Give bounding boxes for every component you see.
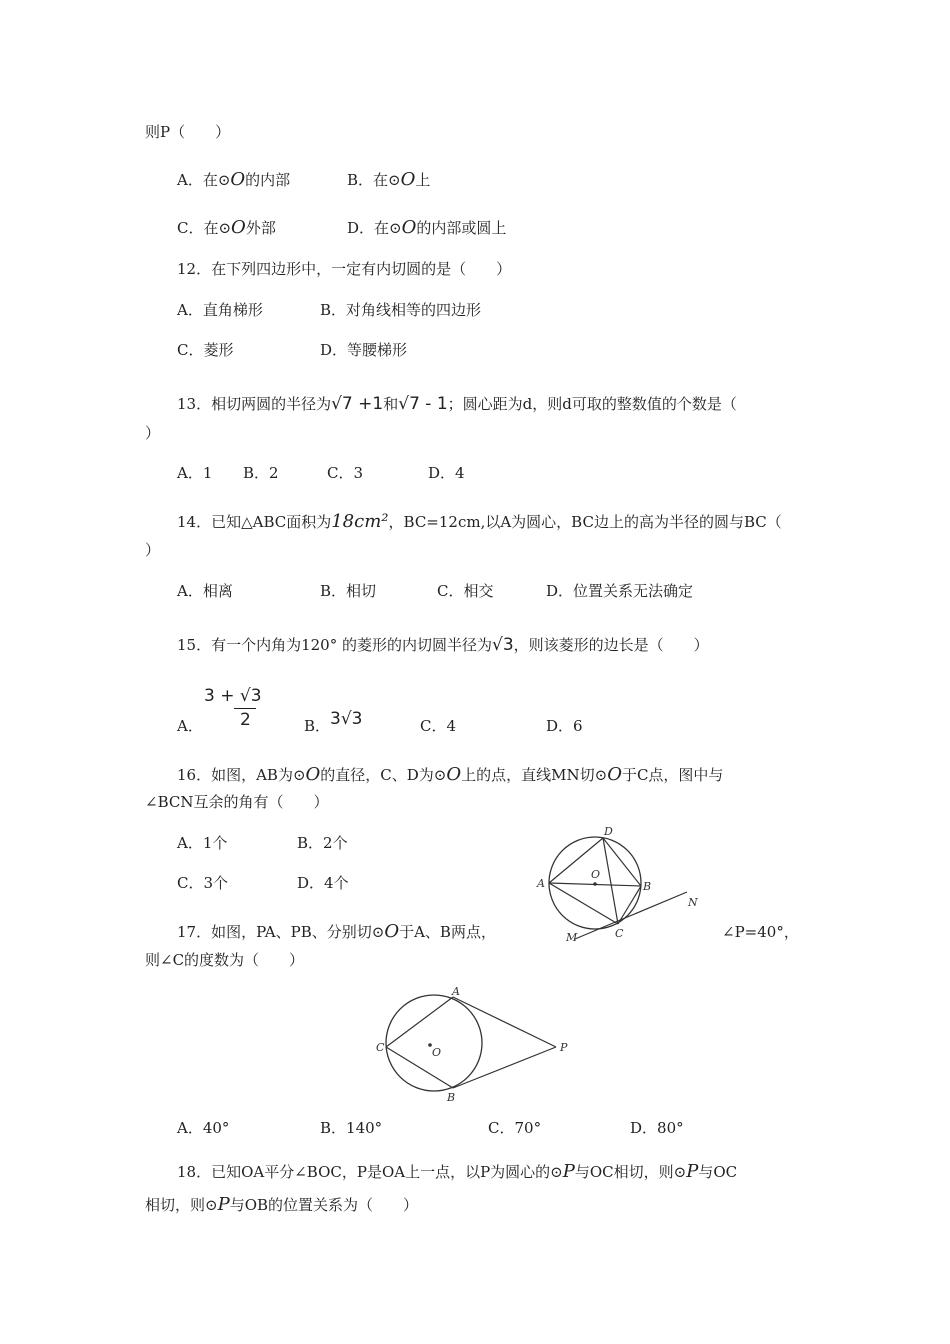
q13-option-a: A．1 (177, 464, 213, 482)
q16-option-d: D．4个 (297, 874, 349, 892)
q12-stem: 12．在下列四边形中，一定有内切圆的是（ ） (177, 260, 512, 278)
q11-option-b: B．在⊙O上 (347, 169, 431, 190)
q11-option-d: D．在⊙O的内部或圆上 (347, 217, 507, 238)
chord-bc (618, 886, 641, 924)
q12-option-c: C．菱形 (177, 341, 234, 359)
q15-option-c: C．4 (420, 717, 457, 735)
q13-option-d: D．4 (428, 464, 465, 482)
q14-stem: 14．已知△ABC面积为18cm²，BC=12cm,以A为圆心，BC边上的高为半径的圆与BC（ (177, 511, 782, 532)
label-o: O (591, 868, 601, 881)
q16-stem: 16．如图，AB为⊙O的直径，C、D为⊙O上的点，直线MN切⊙O于C点，图中与 (177, 764, 724, 785)
label-m: M (566, 931, 578, 944)
tangent-mn (575, 892, 687, 939)
q14-option-a: A．相离 (177, 582, 233, 600)
q15-stem: 15．有一个内角为120° 的菱形的内切圆半径为√3，则该菱形的边长是（ ） (177, 635, 709, 655)
q15-option-d: D．6 (546, 717, 583, 735)
label-n: N (688, 896, 698, 909)
q18-stem-line2: 相切，则⊙P与OB的位置关系为（ ） (145, 1194, 419, 1215)
circle-symbol: P (686, 1161, 699, 1182)
q18-stem: 18．已知OA平分∠BOC，P是OA上一点，以P为圆心的⊙P与OC相切，则⊙P与OC (177, 1161, 738, 1182)
q11-option-c: C．在⊙O外部 (177, 217, 276, 238)
q12-option-d: D．等腰梯形 (320, 341, 408, 359)
q15-option-a-denominator: 2 (240, 710, 251, 730)
fraction-bar (234, 708, 256, 709)
q17-option-d: D．80° (630, 1119, 684, 1137)
q11-option-a: A．在⊙O的内部 (177, 169, 291, 190)
label-c: C (615, 927, 624, 940)
q11-stem-tail: 则P（ ） (145, 123, 231, 141)
q16-stem-line2: ∠BCN互余的角有（ ） (145, 793, 329, 811)
tangent-pa (453, 997, 556, 1047)
label-p: P (560, 1041, 568, 1054)
label-b: B (447, 1091, 456, 1104)
chord-ac (549, 883, 618, 924)
q13-stem: 13．相切两圆的半径为√7 +1和√7 - 1；圆心距为d，则d可取的整数值的个数是（ (177, 394, 737, 414)
label-c: C (376, 1041, 385, 1054)
q17-stem-line2: 则∠C的度数为（ ） (145, 951, 305, 969)
circle-symbol: O (446, 764, 462, 785)
chord-cb (386, 1047, 453, 1088)
q17-stem: 17．如图，PA、PB、分别切⊙O于A、B两点， (177, 921, 496, 942)
q14-option-d: D．位置关系无法确定 (546, 582, 694, 600)
label-a: A (452, 985, 460, 998)
q13-option-c: C．3 (327, 464, 364, 482)
label-o: O (432, 1046, 442, 1059)
inradius: √3 (492, 635, 514, 655)
q13-stem-line2: ） (145, 424, 161, 442)
tangent-pb (453, 1047, 556, 1088)
q15-option-a: A． (177, 717, 203, 735)
q16-option-c: C．3个 (177, 874, 229, 892)
q15-option-a-numerator: 3 + √3 (204, 686, 262, 706)
chord-ca (386, 997, 453, 1047)
q14-option-b: B．相切 (320, 582, 377, 600)
circle-symbol: O (400, 169, 416, 190)
circle-symbol: O (231, 217, 246, 238)
radius-2: √7 - 1 (398, 394, 448, 414)
q17-figure (368, 985, 578, 1105)
circle-symbol: P (217, 1194, 230, 1215)
circle-symbol: O (607, 764, 622, 785)
q15-option-b: B． (304, 717, 331, 735)
label-d: D (604, 825, 613, 838)
q14-stem-line2: ） (145, 541, 161, 559)
q17-stem-angle: ∠P=40°， (722, 923, 799, 941)
q16-option-a: A．1个 (177, 834, 228, 852)
q17-option-a: A．40° (177, 1119, 230, 1137)
center-o (593, 882, 597, 886)
circle-symbol: P (562, 1161, 575, 1182)
q15-option-b-value: 3√3 (330, 709, 363, 729)
q16-option-b: B．2个 (297, 834, 348, 852)
q17-option-c: C．70° (488, 1119, 542, 1137)
circle-symbol: O (305, 764, 321, 785)
q14-option-c: C．相交 (437, 582, 494, 600)
chord-dc (603, 838, 618, 924)
label-b: B (643, 880, 652, 893)
radius-1: √7 +1 (331, 394, 384, 414)
circle-symbol: O (230, 169, 246, 190)
q16-figure (530, 820, 710, 945)
q12-option-b: B．对角线相等的四边形 (320, 301, 482, 319)
circle-symbol: O (384, 921, 400, 942)
label-a: A (537, 877, 545, 890)
area-value: 18cm² (331, 511, 389, 532)
q12-option-a: A．直角梯形 (177, 301, 263, 319)
q13-option-b: B．2 (243, 464, 279, 482)
q17-option-b: B．140° (320, 1119, 383, 1137)
circle-symbol: O (401, 217, 417, 238)
